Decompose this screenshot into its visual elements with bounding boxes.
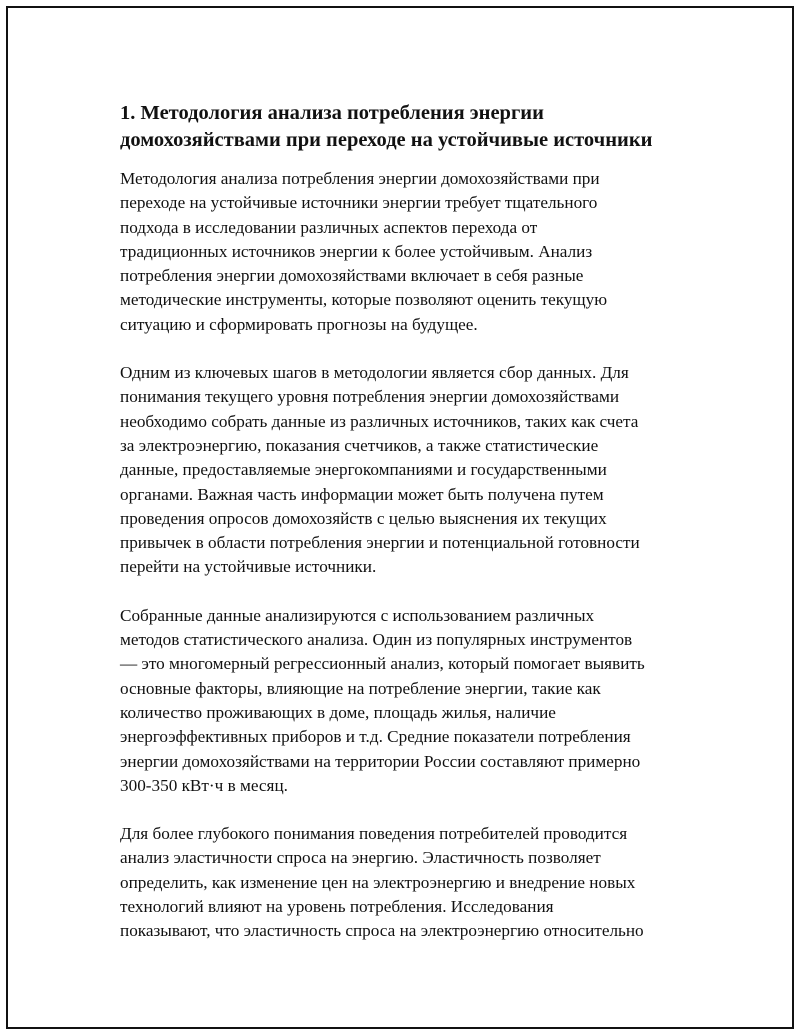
paragraph-3: Собранные данные анализируются с использованием различных методов статистического анализа. Один из популярных инструментов — это многомерный регрессионный анализ, который помогает выявить основные факторы, влияющие на потребление энергии, такие как количество проживающих в доме, площадь жилья, наличие энергоэффективных приборов и т.д. Средние показатели потребления энергии домохозяйствами на территории России составляют примерно 300-350 кВт·ч в месяц. [120,605,645,795]
paragraph-2: Одним из ключевых шагов в методологии является сбор данных. Для понимания текущего уровня потребления энергии домохозяйствами необходимо собрать данные из различных источников, таких как счета за электроэнергию, показания счетчиков, а также статистические данные, предоставляемые энергокомпаниями и государственными органами. Важная часть информации может быть получена путем проведения опросов домохозяйств с целью выяснения их текущих привычек в области потребления энергии и потенциальной готовности перейти на устойчивые источники. [120,363,640,577]
document-body [120,100,698,968]
paragraph-1: Методология анализа потребления энергии домохозяйствами при переходе на устойчивые источники энергии требует тщательного подхода в исследовании различных аспектов перехода от традиционных источников энергии к более устойчивым. Анализ потребления энергии домохозяйствами включает в себя разные методические инструменты, которые позволяют оценить текущую ситуацию и сформировать прогнозы на будущее. [120,169,608,334]
section-heading: 1. Методология анализа потребления энергии домохозяйствами при переходе на устойчивые источники [120,102,653,151]
paragraph-4: Для более глубокого понимания поведения потребителей проводится анализ эластичности спроса на энергию. Эластичность позволяет определить, как изменение цен на электроэнергию и внедрение новых технологий влияют на уровень потребления. Исследования показывают, что эластичность спроса на электроэнергию относительно [120,824,644,941]
page-frame [6,6,794,1029]
